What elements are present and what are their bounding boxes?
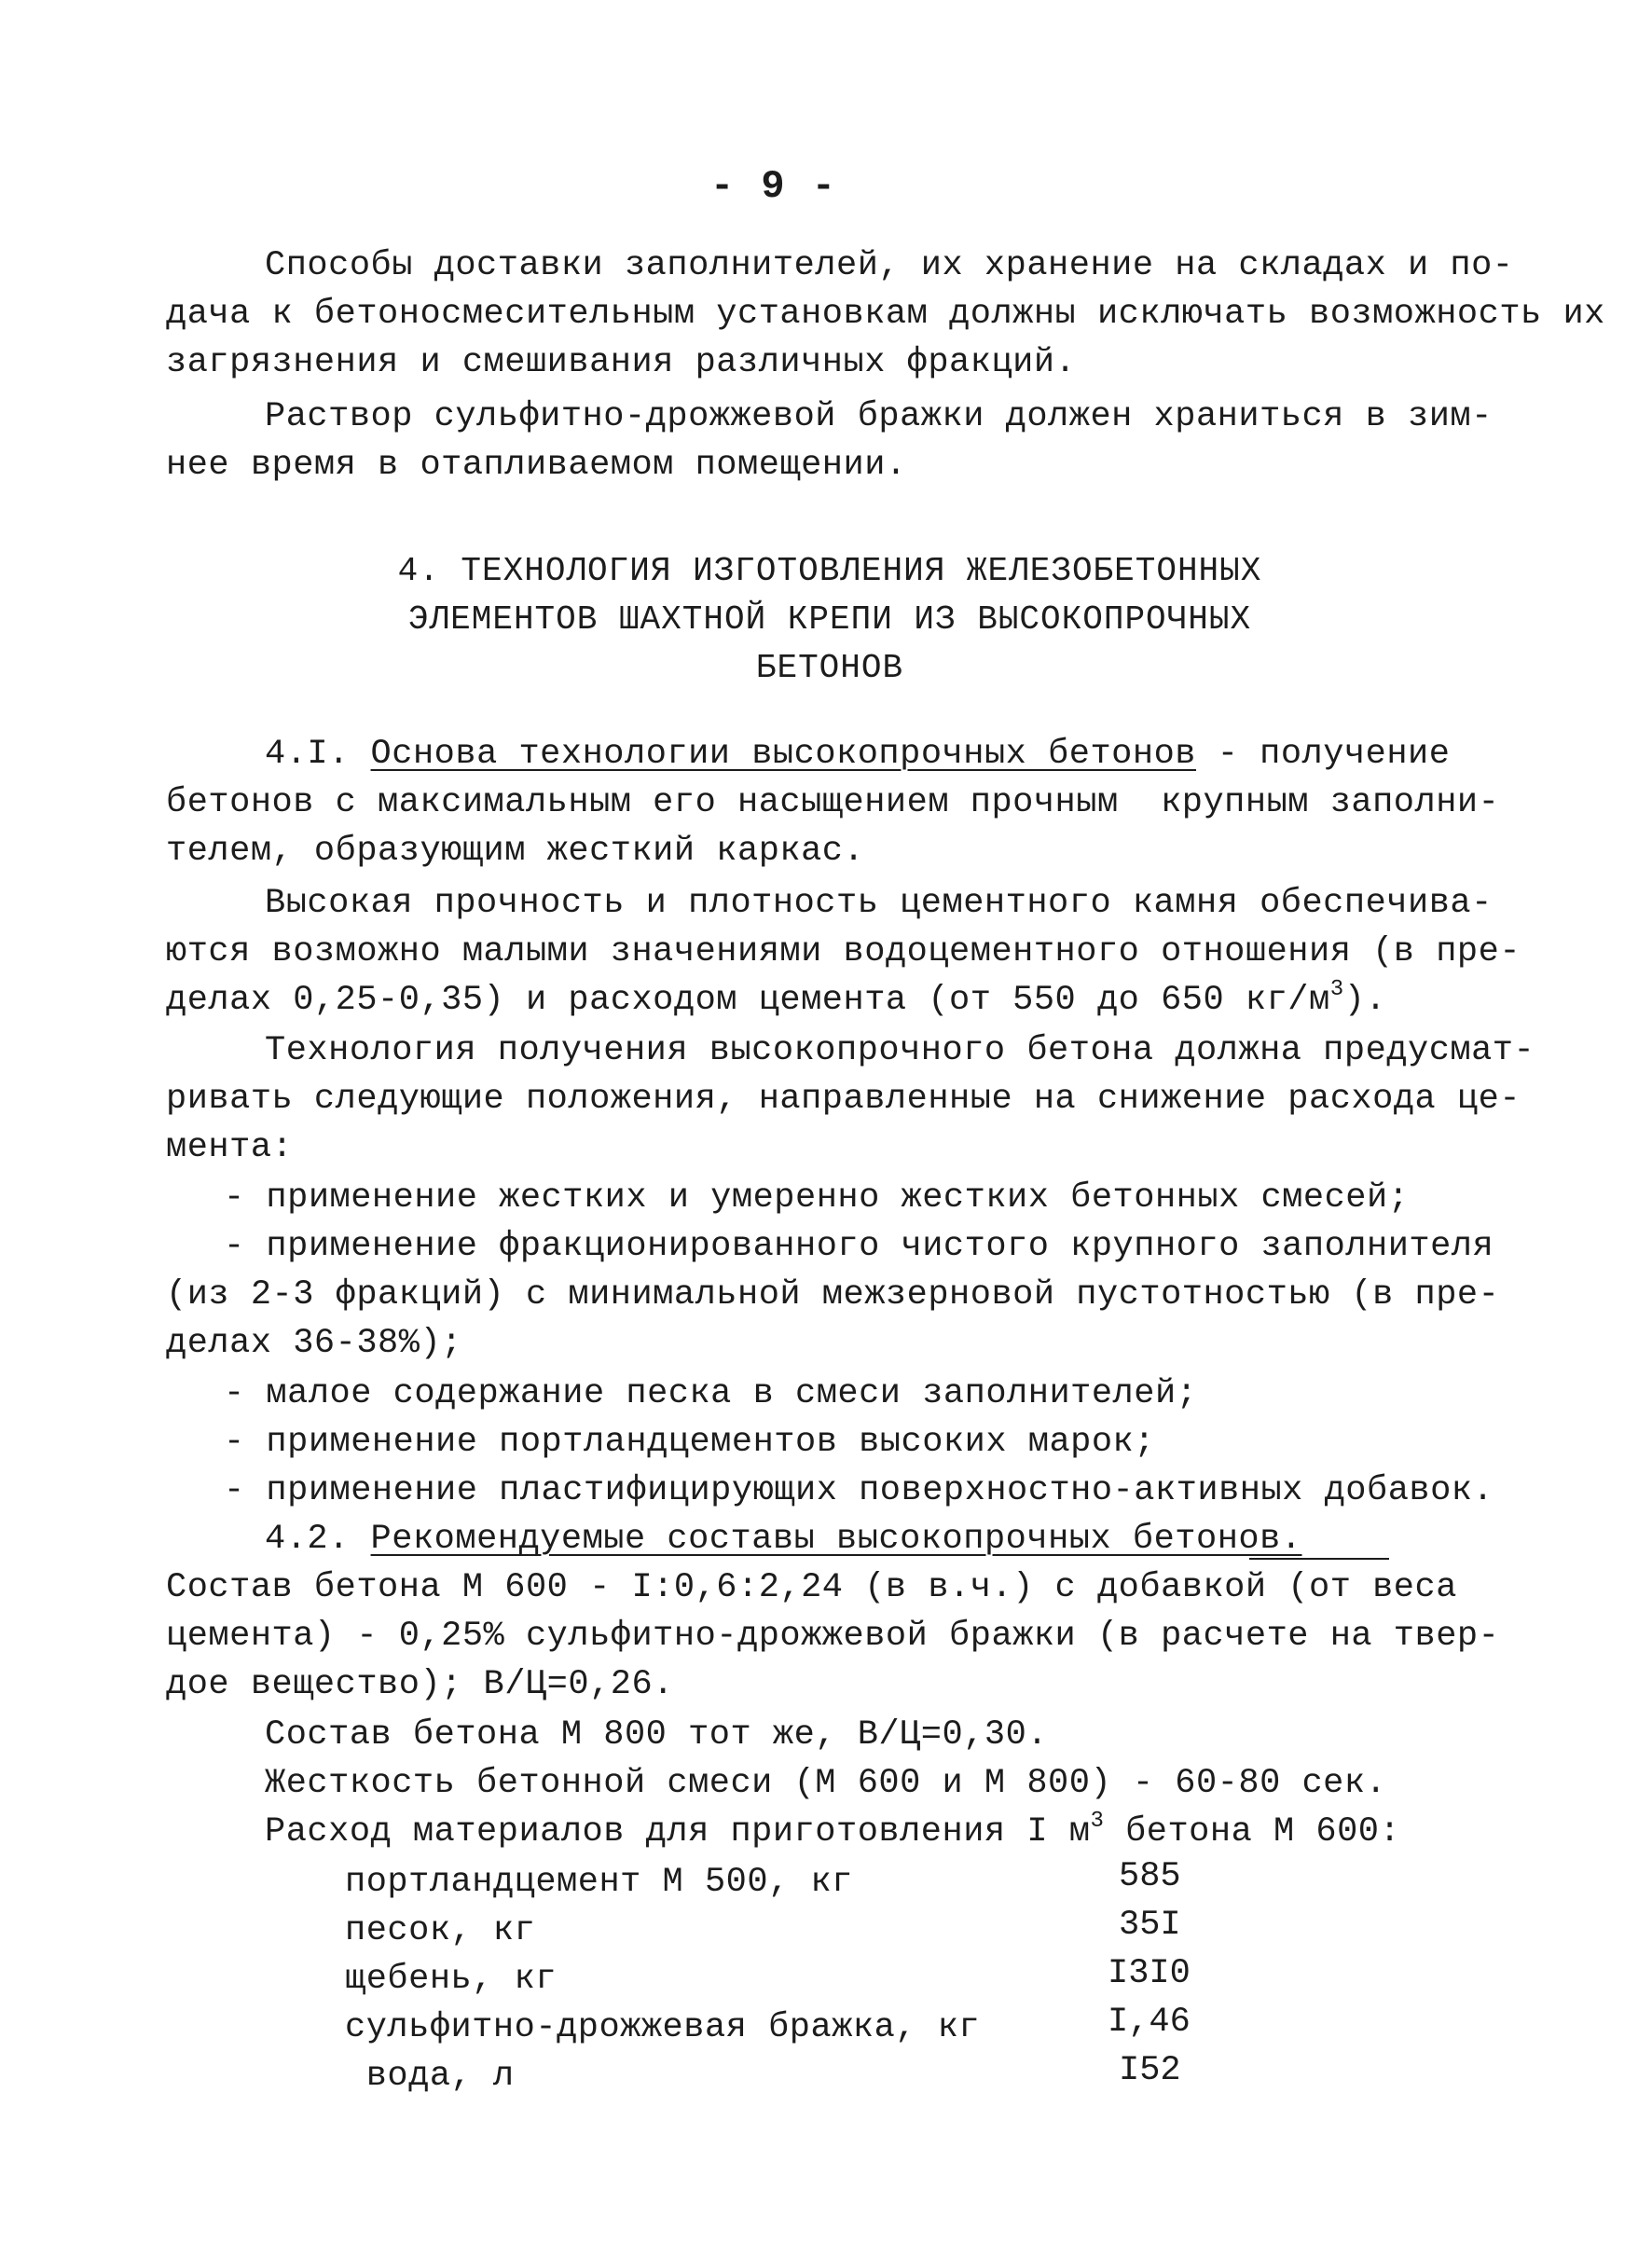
intro-p2-line-2: нее время в отапливаемом помещении. [166,446,907,485]
s41-p3-line-1: Технология получения высокопрочного бетона должна предусмат- [265,1031,1535,1070]
s41-first-line-rest: - получение [1196,735,1451,774]
s42-underline-extension [1249,1558,1389,1560]
s41-first-line [265,733,1450,776]
s41-line-3: телем, образующим жесткий каркас. [166,832,865,871]
s41-p3-line-2: ривать следующие положения, направленные на снижение расхода це- [166,1080,1521,1119]
bullet-2: - применение фракционированного чистого крупного заполнителя [224,1227,1494,1266]
bullet-4: - применение портландцементов высоких марок; [224,1423,1155,1462]
material-value: 35I [1119,1906,1181,1945]
bullet-5: - применение пластифицирующих поверхностно-активных добавок. [224,1471,1494,1510]
bullet-3: - малое содержание песка в смеси заполнителей; [224,1374,1198,1413]
material-value: 585 [1119,1857,1181,1896]
section-4-title-line-2: ЭЛЕМЕНТОВ ШАХТНОЙ КРЕПИ ИЗ ВЫСОКОПРОЧНЫХ [407,600,1252,639]
material-name: портландцемент М 500, кг [345,1863,853,1902]
s42-p2: Состав бетона М 800 тот же, В/Ц=0,30. [265,1715,1049,1755]
s41-title: Основа технологии высокопрочных бетонов [370,735,1196,774]
superscript-3: 3 [1329,977,1344,1002]
page-number: - 9 - [709,164,838,209]
intro-p1-line-2: дача к бетоносмесительным установкам должны исключать возможность их [166,295,1605,334]
s42-line-2: цемента) - 0,25% сульфитно-дрожжевой бражки (в расчете на твер- [166,1617,1500,1656]
intro-p1-line-1: Способы доставки заполнителей, их хранение на складах и по- [265,246,1514,285]
s41-line-2: бетонов с максимальным его насыщением прочным крупным заполни- [166,783,1500,822]
material-name: песок, кг [345,1911,536,1950]
bullet-1: - применение жестких и умеренно жестких бетонных смесей; [224,1178,1410,1218]
s42-number: 4.2. [265,1520,350,1559]
material-value: I52 [1119,2051,1181,2090]
bullet-2-cont-1: (из 2-3 фракций) с минимальной межзерновой пустотностью (в пре- [166,1275,1500,1315]
s41-p2-line-2: ются возможно малыми значениями водоцементного отношения (в пре- [166,932,1521,971]
superscript-3: 3 [1090,1809,1105,1834]
s42-p4: Расход материалов для приготовления I $м^3$ бетона М 600: [265,1809,1401,1852]
s42-title: Рекомендуемые составы высокопрочных бетонов. [370,1520,1302,1559]
material-value: I3I0 [1108,1954,1191,1993]
s42-heading-line [265,1518,1302,1561]
s41-p2-line-3: делах 0,25-0,35) и расходом цемента (от 550 до 650 $кг/м^3$). [166,977,1387,1020]
s42-p3: Жесткость бетонной смеси (М 600 и М 800) - 60-80 сек. [265,1764,1387,1803]
s41-number: 4.I. [265,735,350,774]
bullet-2-cont-2: делах 36-38%); [166,1324,462,1363]
section-4-title-line-1: 4. ТЕХНОЛОГИЯ ИЗГОТОВЛЕНИЯ ЖЕЛЕЗОБЕТОННЫХ [397,552,1262,590]
material-name: щебень, кг [345,1960,558,1999]
material-name: вода, л [345,2057,515,2096]
s41-p3-line-3: мента: [166,1128,294,1167]
s42-line-1: Состав бетона М 600 - I:0,6:2,24 (в в.ч.) с добавкой (от веса [166,1568,1457,1607]
material-name: сульфитно-дрожжевая бражка, кг [345,2008,981,2047]
intro-p2-line-1: Раствор сульфитно-дрожжевой бражки должен храниться в зим- [265,397,1493,436]
section-4-title-line-3: БЕТОНОВ [755,649,904,687]
s41-p2-line-1: Высокая прочность и плотность цементного камня обеспечива- [265,884,1493,923]
intro-p1-line-3: загрязнения и смешивания различных фракций. [166,343,1077,382]
material-value: I,46 [1108,2003,1191,2042]
s42-line-3: дое вещество); В/Ц=0,26. [166,1665,674,1704]
